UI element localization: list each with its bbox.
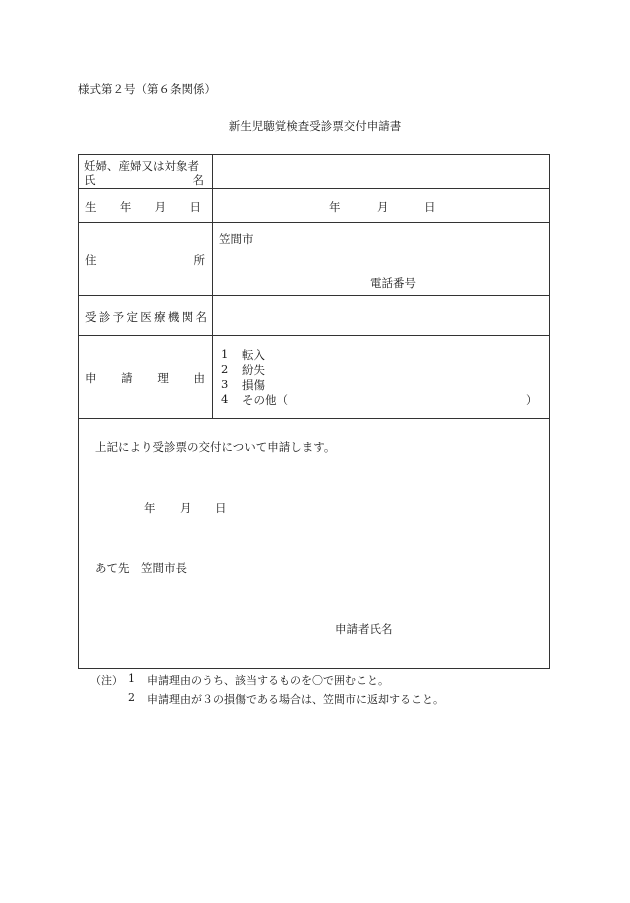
declaration-statement: 上記により受診票の交付について申請します。	[95, 440, 336, 454]
form-title: 新生児聴覚検査受診票交付申請書	[228, 119, 402, 133]
target-person-label-line2: 氏 名	[84, 173, 204, 187]
application-reason-label: 申 請 理 由	[85, 371, 205, 385]
note-number: 2	[128, 691, 135, 704]
medical-institution-label: 受 診 予 定 医 療 機 関 名	[85, 310, 207, 324]
note-text: 申請理由が３の損傷である場合は、笠間市に返却すること。	[147, 693, 444, 706]
addressee: あて先 笠間市長	[95, 561, 187, 575]
birth-date-label: 生 年 月 日	[85, 200, 201, 214]
application-day-unit: 日	[215, 501, 227, 515]
form-number: 様式第２号（第６条関係）	[78, 82, 216, 96]
column-divider	[212, 155, 213, 418]
notes-prefix: （注）	[90, 674, 123, 687]
applicant-name-label: 申請者氏名	[335, 622, 393, 636]
medical-institution-field[interactable]	[213, 296, 550, 335]
row-divider	[79, 188, 549, 189]
row-divider	[79, 335, 549, 336]
row-divider	[79, 222, 549, 223]
birth-month-unit: 月	[377, 200, 389, 214]
application-month-unit: 月	[180, 501, 192, 515]
row-divider	[79, 418, 549, 419]
other-reason-close: ）	[526, 393, 538, 407]
note-text: 申請理由のうち、該当するものを〇で囲むこと。	[147, 674, 389, 687]
target-person-name-field[interactable]	[213, 155, 550, 188]
phone-number-label: 電話番号	[370, 276, 416, 290]
application-year-unit: 年	[144, 501, 156, 515]
application-form-table: 妊婦、産婦又は対象者 氏 名 生 年 月 日 年 月 日 住 所 笠間市 電話番号 受 診 予 定 医 療 機 関 名 申 請 理 由 1 転入 2 紛失 3 損傷 4 その他（ ） 上記により受診票の交付について申請します。 年 月 日 あて先 笠間市長 申請者氏名	[78, 154, 550, 669]
address-city: 笠間市	[219, 232, 254, 246]
birth-day-unit: 日	[424, 200, 436, 214]
target-person-label-line1: 妊婦、産婦又は対象者	[84, 159, 199, 173]
note-number: 1	[128, 672, 135, 685]
birth-year-unit: 年	[329, 200, 341, 214]
address-label: 住 所	[85, 253, 205, 267]
